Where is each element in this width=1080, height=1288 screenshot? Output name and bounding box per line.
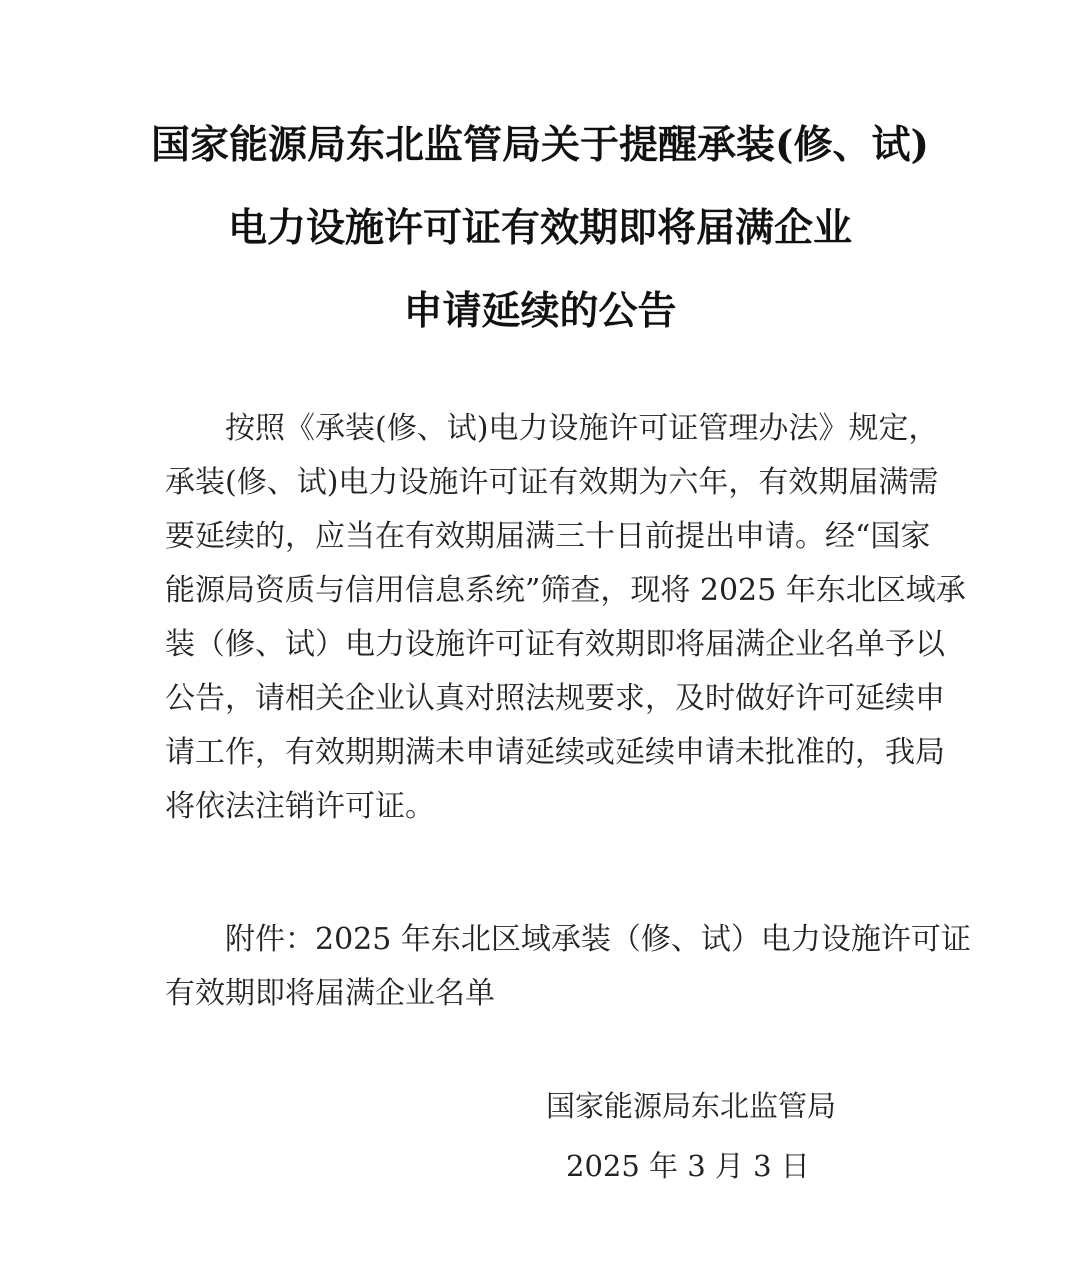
paragraph-line: 将依法注销许可证。	[165, 789, 435, 824]
announcement-paragraph	[165, 402, 966, 834]
signature-organization: 国家能源局东北监管局	[546, 1089, 837, 1123]
paragraph-line: 能源局资质与信用信息系统”筛查，现将 2025 年东北区域承	[165, 573, 966, 608]
attachment-line: 附件：2025 年东北区域承装（修、试）电力设施许可证	[225, 922, 971, 957]
paragraph-line: 装（修、试）电力设施许可证有效期即将届满企业名单予以	[165, 627, 945, 662]
title-line-1: 国家能源局东北监管局关于提醒承装(修、试)	[151, 122, 929, 168]
paragraph-line: 请工作，有效期期满未申请延续或延续申请未批准的，我局	[165, 735, 945, 770]
paragraph-line: 公告，请相关企业认真对照法规要求，及时做好许可延续申	[165, 681, 945, 716]
signature-date: 2025 年 3 月 3 日	[566, 1149, 810, 1183]
title-line-3: 申请延续的公告	[403, 288, 677, 334]
attachment-line: 有效期即将届满企业名单	[165, 976, 495, 1011]
attachment-paragraph	[165, 913, 971, 1021]
document-title	[0, 104, 1080, 353]
paragraph-line: 要延续的，应当在有效期届满三十日前提出申请。经“国家	[165, 519, 931, 554]
title-line-2: 电力设施许可证有效期即将届满企业	[227, 205, 852, 251]
paragraph-line: 承装(修、试)电力设施许可证有效期为六年，有效期届满需	[165, 465, 939, 500]
paragraph-line: 按照《承装(修、试)电力设施许可证管理办法》规定，	[225, 411, 939, 446]
